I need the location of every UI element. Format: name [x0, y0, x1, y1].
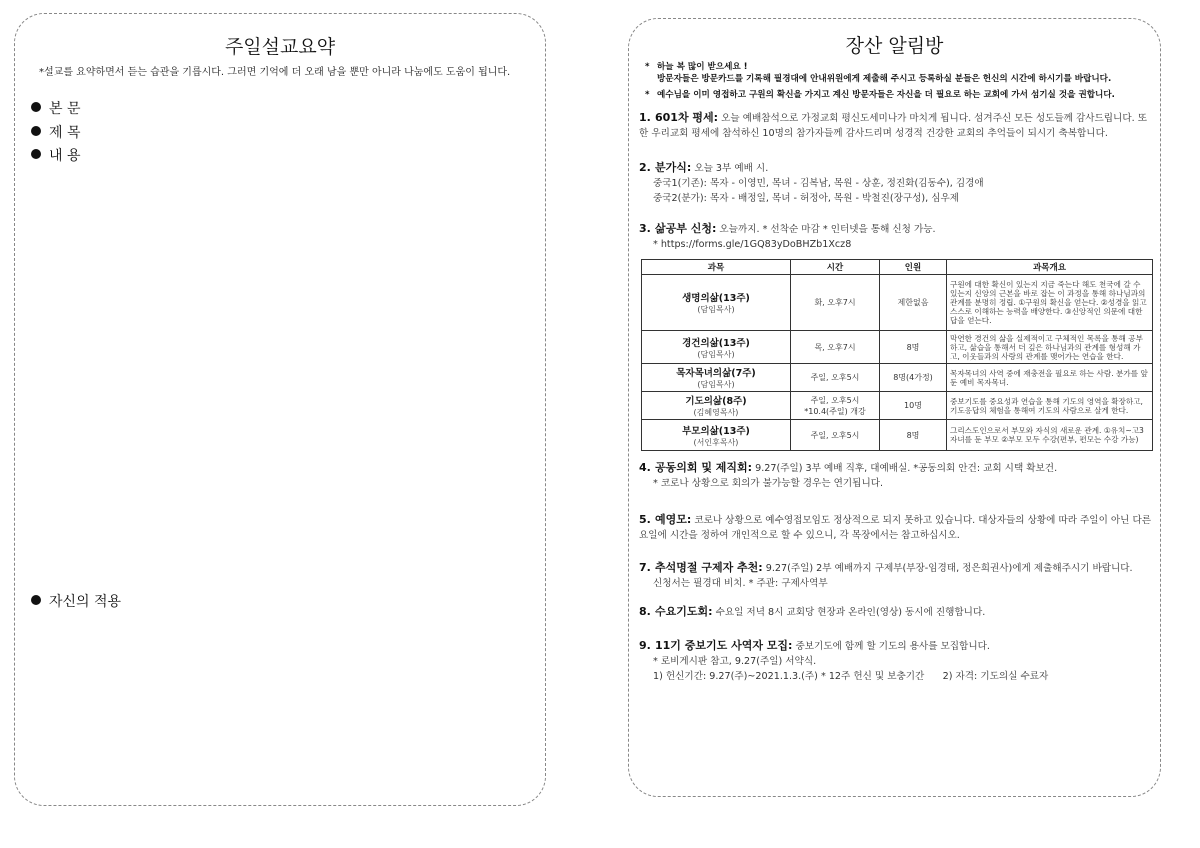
course-teacher: (담임목사) — [697, 380, 735, 389]
item-number: 9. — [639, 639, 651, 652]
announcement-item — [639, 604, 1154, 620]
course-time: 화, 오후7시 — [791, 275, 880, 331]
item-heading: 수요기도회: — [655, 605, 713, 618]
col-header-overview: 과목개요 — [947, 260, 1153, 275]
bullet-passage — [31, 98, 81, 118]
course-desc: 목자목녀의 사역 중에 재충전을 필요로 하는 사람. 분가를 앞둔 예비 목자목녀. — [947, 364, 1153, 392]
bullet-dot-icon — [31, 102, 41, 112]
table-row — [642, 392, 1153, 420]
table-row — [642, 364, 1153, 392]
item-text: 오늘까지. * 선착순 마감 * 인터넷을 통해 신청 가능. — [716, 224, 936, 235]
item-text: 9.27(주일) 2부 예배까지 구제부(부장-임경태, 정은희권사)에게 제출해주시기 바랍니다. — [762, 563, 1133, 574]
col-header-people: 인원 — [880, 260, 947, 275]
course-desc: 중보기도를 중요성과 연습을 통해 기도의 영역을 확장하고, 기도응답의 체험을 통해여 기도의 사람으로 살게 한다. — [947, 392, 1153, 420]
signup-link[interactable]: * https://forms.gle/1GQ83yDoBHZb1Xcz8 — [653, 239, 852, 250]
item-heading: 분가식: — [655, 161, 692, 174]
notice-line: 방문자들은 방문카드를 기록해 필경대에 안내위원에게 제출해 주시고 등록하실 분들은 헌신의 시간에 하시기를 바랍니다. — [657, 74, 1112, 84]
course-time: 목, 오후7시 — [791, 331, 880, 364]
item-detail: * 코로나 상황으로 회의가 불가능할 경우는 연기됩니다. — [653, 478, 884, 489]
bullet-application — [31, 591, 121, 611]
course-start-date: *10.4(주일) 개강 — [804, 406, 866, 416]
course-name-cell — [642, 364, 791, 392]
announcement-item — [639, 560, 1154, 591]
item-detail: * 로비게시판 참고, 9.27(주일) 서약식. — [653, 656, 817, 667]
bullet-dot-icon — [31, 126, 41, 136]
item-number: 4. — [639, 461, 651, 474]
item-text: 중보기도에 함께 할 기도의 용사를 모집합니다. — [792, 641, 990, 652]
item-detail: 중국2(분가): 목자 - 배정일, 목녀 - 허정아, 목원 - 박철진(장구성), 심우제 — [653, 193, 960, 204]
course-name: 부모의삶(13주) — [682, 425, 750, 437]
bullet-label: 본 문 — [49, 101, 81, 117]
announcement-item — [639, 110, 1154, 141]
course-name: 경건의삶(13주) — [682, 337, 750, 349]
announcements-title: 장산 알림방 — [845, 35, 944, 57]
course-name-cell — [642, 392, 791, 420]
course-name: 생명의삶(13주) — [682, 293, 750, 304]
item-detail: 신청서는 필경대 비치. * 주관: 구제사역부 — [653, 578, 828, 589]
item-number: 8. — [639, 605, 651, 618]
announcement-item — [639, 460, 1154, 491]
item-heading: 601차 평세: — [655, 111, 719, 124]
notice-visitors — [645, 60, 1111, 84]
item-text: 수요일 저녁 8시 교회당 현장과 온라인(영상) 동시에 진행합니다. — [712, 607, 986, 618]
course-desc: 그리스도인으로서 부모와 자식의 새로운 관계. ①유치~고3 자녀를 둔 부모 ②부모 모두 수강(편부, 편모는 수강 가능) — [947, 420, 1153, 451]
notice-line: 예수님을 이미 영접하고 구원의 확신을 가지고 계신 방문자들은 자신을 더 필요로 하는 교회에 가서 섬기실 것을 권합니다. — [657, 90, 1115, 100]
notice-line: 하늘 복 많이 받으세요 ! — [657, 62, 748, 72]
notice-believers — [645, 88, 1115, 100]
bullet-title — [31, 122, 81, 142]
sermon-summary-panel — [14, 13, 546, 806]
table-header-row — [642, 260, 1153, 275]
asterisk-icon: * — [645, 62, 650, 72]
course-people: 8명 — [880, 331, 947, 364]
item-detail: 중국1(기존): 목자 - 이영민, 목녀 - 김복남, 목원 - 상훈, 정진화(김동수), 김경애 — [653, 178, 984, 189]
item-number: 2. — [639, 161, 651, 174]
item-heading: 예영모: — [655, 513, 692, 526]
bullet-dot-icon — [31, 595, 41, 605]
item-number: 3. — [639, 222, 651, 235]
item-heading: 공동의회 및 제직회: — [655, 461, 753, 474]
bullet-label: 자신의 적용 — [49, 594, 122, 610]
item-text: 9.27(주일) 3부 예배 직후, 대예배실. *공동의회 안건: 교회 시택 확보건. — [752, 463, 1058, 474]
bullet-label: 내 용 — [49, 148, 81, 164]
item-number: 7. — [639, 561, 651, 574]
item-number: 5. — [639, 513, 651, 526]
table-row — [642, 420, 1153, 451]
asterisk-icon: * — [645, 90, 650, 100]
course-name-cell — [642, 331, 791, 364]
course-teacher: (서인후목사) — [693, 437, 739, 447]
course-table — [641, 259, 1153, 451]
course-time-cell — [791, 392, 880, 420]
item-heading: 추석명절 구제자 추천: — [655, 561, 763, 574]
col-header-course: 과목 — [642, 260, 791, 275]
course-teacher: (담임목사) — [697, 349, 735, 359]
item-heading: 11기 중보기도 사역자 모집: — [655, 639, 793, 652]
course-teacher: (김혜영목사) — [693, 408, 739, 417]
course-name: 목자목녀의삶(7주) — [676, 368, 756, 379]
course-teacher: (담임목사) — [697, 305, 735, 314]
sermon-summary-title: 주일설교요약 — [224, 36, 336, 58]
sermon-summary-note: *설교를 요약하면서 듣는 습관을 기릅시다. 그러면 기억에 더 오래 남을 뿐만 아니라 나눔에도 도움이 됩니다. — [39, 67, 511, 78]
item-number: 1. — [639, 111, 651, 124]
table-row — [642, 331, 1153, 364]
announcement-item — [639, 221, 1154, 252]
announcements-panel — [628, 18, 1161, 797]
table-row — [642, 275, 1153, 331]
course-people: 제한없음 — [880, 275, 947, 331]
course-name-cell — [642, 420, 791, 451]
bullet-label: 제 목 — [49, 125, 81, 141]
course-time: 주일, 오후5시 — [791, 420, 880, 451]
course-name-cell — [642, 275, 791, 331]
course-people: 8명 — [880, 420, 947, 451]
item-heading: 삶공부 신청: — [655, 222, 717, 235]
course-people: 10명 — [880, 392, 947, 420]
course-name: 기도의삶(8주) — [685, 396, 747, 407]
col-header-time: 시간 — [791, 260, 880, 275]
announcement-item — [639, 512, 1154, 543]
course-desc: 구원에 대한 확신이 있는지 지금 죽는다 해도 천국에 갈 수 있는지 신앙의 근본을 바로 잡는 이 과정을 통해 하나님과의 관계를 분명히 정립. ①구원의 확신을 얻는다. ②성경을 읽고 스스로 이해하는 능력을 배양한다. ③신앙적인 의문에 대한 답을 얻는다. — [947, 275, 1153, 331]
bullet-content — [31, 145, 81, 165]
course-desc: 막연한 경건의 삶을 실제적이고 구체적인 목록을 통해 공부하고, 삶습을 통해서 더 깊은 하나님과의 관계를 형성해 가고, 이웃들과의 사랑의 관계를 맺어가는 연습을 한다. — [947, 331, 1153, 364]
item-detail: 1) 헌신기간: 9.27(주)~2021.1.3.(주) * 12주 헌신 및 보충기간 2) 자격: 기도의실 수료자 — [653, 671, 1049, 682]
course-time: 주일, 오후5시 — [810, 395, 860, 405]
course-people: 8명(4가정) — [880, 364, 947, 392]
course-time: 주일, 오후5시 — [791, 364, 880, 392]
bullet-dot-icon — [31, 149, 41, 159]
item-text: 오늘 3부 예배 시. — [691, 163, 769, 174]
item-text: 오늘 예배참석으로 가정교회 평신도세미나가 마치게 됩니다. 섬겨주신 모든 성도들께 감사드립니다. 또한 우리교회 평세에 참석하신 10명의 참가자들께 감사드리며 성경적 건강한 교회의 추억들이 되시기 축복합니다. — [639, 113, 1147, 139]
item-text: 코로나 상황으로 예수영접모임도 정상적으로 되지 못하고 있습니다. 대상자들의 상황에 따라 주일이 아닌 다른 요일에 시간을 정하여 개인적으로 할 수 있으니, 각 목장에서는 참고하십시오. — [639, 515, 1152, 541]
announcement-item — [639, 638, 1154, 684]
announcement-item — [639, 160, 1154, 206]
